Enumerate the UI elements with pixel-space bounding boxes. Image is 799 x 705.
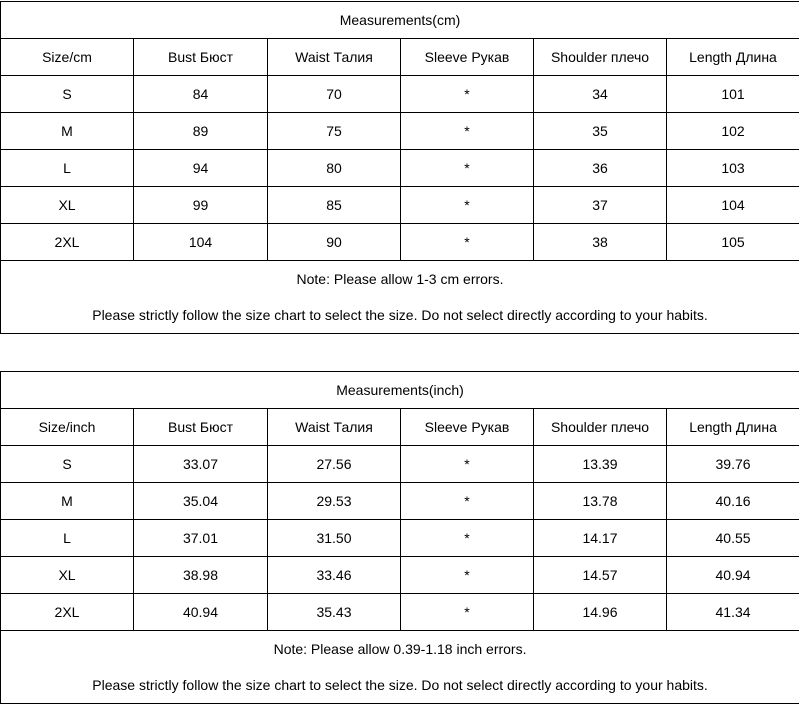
cell-sleeve: *	[401, 446, 534, 483]
cell-shoulder: 13.78	[534, 483, 667, 520]
header-shoulder: Shoulder плечо	[534, 39, 667, 76]
table-row	[1, 594, 799, 631]
cell-bust: 38.98	[134, 557, 268, 594]
table-header-row	[1, 39, 799, 76]
table-row	[1, 76, 799, 113]
cell-size: XL	[1, 557, 134, 594]
note-row	[1, 667, 799, 704]
cell-shoulder: 35	[534, 113, 667, 150]
cell-size: L	[1, 520, 134, 557]
cell-size: M	[1, 483, 134, 520]
cell-shoulder: 36	[534, 150, 667, 187]
cell-sleeve: *	[401, 520, 534, 557]
size-chart-inch	[0, 371, 799, 704]
cell-sleeve: *	[401, 187, 534, 224]
header-shoulder: Shoulder плечо	[534, 409, 667, 446]
cell-bust: 35.04	[134, 483, 268, 520]
header-bust: Bust Бюст	[134, 409, 268, 446]
cell-bust: 33.07	[134, 446, 268, 483]
size-chart-cm	[0, 1, 799, 334]
cell-sleeve: *	[401, 557, 534, 594]
cell-shoulder: 34	[534, 76, 667, 113]
cell-length: 104	[667, 187, 799, 224]
cell-length: 39.76	[667, 446, 799, 483]
table-title-row	[1, 2, 799, 39]
cell-bust: 99	[134, 187, 268, 224]
cell-size: S	[1, 446, 134, 483]
header-waist: Waist Талия	[268, 409, 401, 446]
error-note: Note: Please allow 1-3 cm errors.	[1, 261, 799, 298]
cell-sleeve: *	[401, 113, 534, 150]
table-title-row	[1, 372, 799, 409]
cell-shoulder: 14.57	[534, 557, 667, 594]
table-row	[1, 150, 799, 187]
size-advice-note: Please strictly follow the size chart to select the size. Do not select directly according to your habits.	[1, 297, 799, 334]
cell-waist: 70	[268, 76, 401, 113]
cell-sleeve: *	[401, 76, 534, 113]
table-row	[1, 483, 799, 520]
cell-length: 40.94	[667, 557, 799, 594]
cell-bust: 84	[134, 76, 268, 113]
cell-size: S	[1, 76, 134, 113]
cell-bust: 104	[134, 224, 268, 261]
cell-shoulder: 37	[534, 187, 667, 224]
header-bust: Bust Бюст	[134, 39, 268, 76]
table-row	[1, 557, 799, 594]
cell-sleeve: *	[401, 150, 534, 187]
table-row	[1, 224, 799, 261]
cell-length: 103	[667, 150, 799, 187]
cell-waist: 35.43	[268, 594, 401, 631]
cell-length: 102	[667, 113, 799, 150]
cell-shoulder: 14.96	[534, 594, 667, 631]
table-header-row	[1, 409, 799, 446]
cell-shoulder: 38	[534, 224, 667, 261]
note-row	[1, 297, 799, 334]
header-sleeve: Sleeve Рукав	[401, 409, 534, 446]
cell-bust: 94	[134, 150, 268, 187]
cell-sleeve: *	[401, 224, 534, 261]
cell-waist: 90	[268, 224, 401, 261]
header-length: Length Длина	[667, 39, 799, 76]
cell-sleeve: *	[401, 483, 534, 520]
cell-waist: 29.53	[268, 483, 401, 520]
header-waist: Waist Талия	[268, 39, 401, 76]
cell-length: 101	[667, 76, 799, 113]
table-row	[1, 187, 799, 224]
cell-bust: 89	[134, 113, 268, 150]
cell-waist: 80	[268, 150, 401, 187]
cell-length: 105	[667, 224, 799, 261]
cell-sleeve: *	[401, 594, 534, 631]
cell-bust: 37.01	[134, 520, 268, 557]
cell-waist: 85	[268, 187, 401, 224]
cell-shoulder: 13.39	[534, 446, 667, 483]
cell-size: 2XL	[1, 594, 134, 631]
cell-shoulder: 14.17	[534, 520, 667, 557]
header-length: Length Длина	[667, 409, 799, 446]
table-row	[1, 446, 799, 483]
cell-size: M	[1, 113, 134, 150]
cell-length: 41.34	[667, 594, 799, 631]
cell-waist: 27.56	[268, 446, 401, 483]
cell-length: 40.16	[667, 483, 799, 520]
cell-size: XL	[1, 187, 134, 224]
cell-length: 40.55	[667, 520, 799, 557]
header-size: Size/inch	[1, 409, 134, 446]
header-size: Size/cm	[1, 39, 134, 76]
cell-waist: 75	[268, 113, 401, 150]
table-row	[1, 113, 799, 150]
size-advice-note: Please strictly follow the size chart to select the size. Do not select directly according to your habits.	[1, 667, 799, 704]
cell-waist: 33.46	[268, 557, 401, 594]
note-row	[1, 261, 799, 298]
header-sleeve: Sleeve Рукав	[401, 39, 534, 76]
table-row	[1, 520, 799, 557]
table-title: Measurements(cm)	[1, 2, 799, 39]
cell-size: L	[1, 150, 134, 187]
cell-bust: 40.94	[134, 594, 268, 631]
error-note: Note: Please allow 0.39-1.18 inch errors.	[1, 631, 799, 668]
cell-waist: 31.50	[268, 520, 401, 557]
table-title: Measurements(inch)	[1, 372, 799, 409]
note-row	[1, 631, 799, 668]
cell-size: 2XL	[1, 224, 134, 261]
